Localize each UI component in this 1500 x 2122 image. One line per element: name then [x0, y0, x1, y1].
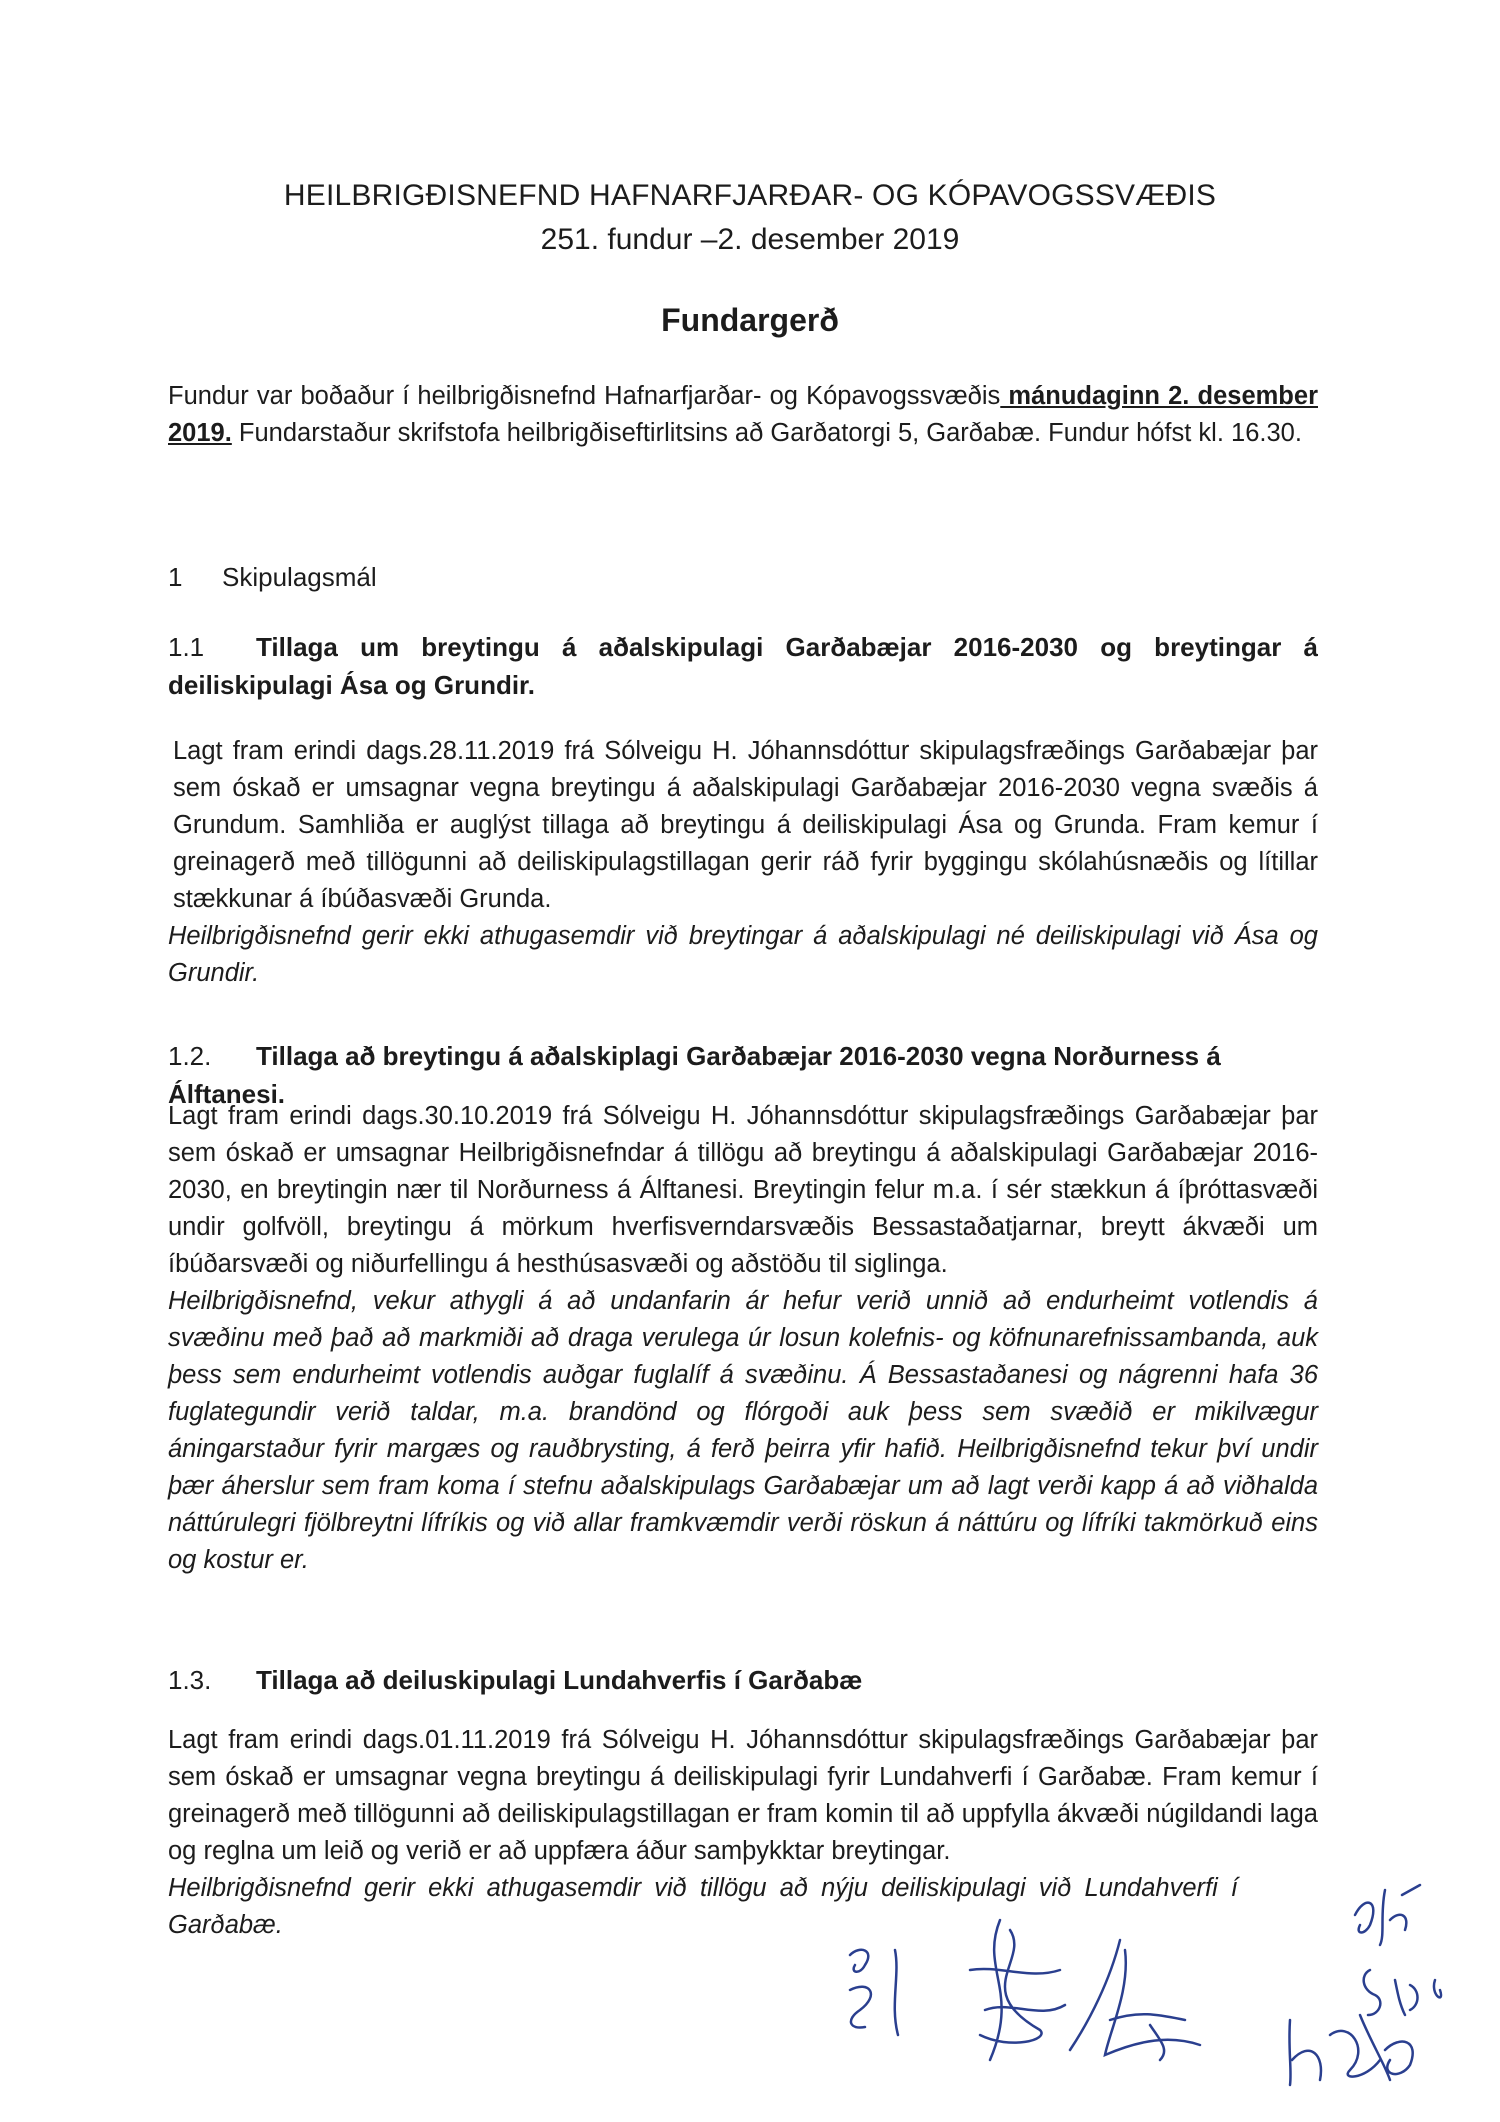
intro-meeting-date: mánudaginn 2. desember 2019.	[168, 382, 1318, 447]
signature-initials-right	[1270, 1960, 1470, 2090]
committee-title: HEILBRIGÐISNEFND HAFNARFJARÐAR- OG KÓPAVOGSSVÆÐIS	[283, 179, 1217, 212]
item-1-1-title-text: Tillaga um breytingu á aðalskipulagi Garðabæjar 2016-2030 og breytingar á deiliskipulagi Ása og Grundir.	[168, 632, 1318, 700]
item-1-3-number: 1.3.	[168, 1665, 212, 1695]
item-1-3-text: Lagt fram erindi dags.01.11.2019 frá Sólveigu H. Jóhannsdóttur skipulagsfræðings Garðabæjar þar sem óskað er umsagnar vegna breytingu á deiliskipulagi fyrir Lundahverfi í Garðabæ. Fram kemur í greinagerð með tillögunni að deiliskipulagstillagan er fram komin til að uppfylla ákvæði núgildandi laga og reglna um leið og verið er að uppfæra áður samþykktar breytingar.	[168, 1726, 1318, 1865]
intro-paragraph	[168, 378, 1318, 452]
item-1-3-body	[168, 1722, 1318, 1944]
item-1-2-body	[168, 1098, 1318, 1579]
item-1-3-title-text: Tillaga að deiluskipulagi Lundahverfis í Garðabæ	[256, 1665, 863, 1695]
signature-long	[1050, 1930, 1210, 2070]
document-header	[0, 176, 1500, 260]
item-1-2-text: Lagt fram erindi dags.30.10.2019 frá Sólveigu H. Jóhannsdóttur skipulagsfræðings Garðabæjar þar sem óskað er umsagnar Heilbrigðisnefndar á tillögu að breytingu á aðalskipulagi Garðabæjar 2016-2030, en breytingin nær til Norðurness á Álftanesi. Breytingin felur m.a. í sér stækkun á íþróttasvæði undir golfvöll, breytingu á mörkum hverfisverndarsvæðis Bessastaðatjarnar, breytt ákvæði um íbúðarsvæði og niðurfellingu á hesthúsasvæði og aðstöðu til siglinga.	[168, 1102, 1318, 1278]
section-number: 1	[168, 562, 183, 592]
meeting-number-date: 251. fundur –2. desember 2019	[540, 223, 960, 256]
signature-initials-right-top	[1340, 1880, 1430, 1950]
item-1-1-body	[168, 733, 1318, 992]
item-1-1-decision: Heilbrigðisnefnd gerir ekki athugasemdir við breytingar á aðalskipulagi né deiliskipulagi við Ása og Grundir.	[168, 922, 1318, 987]
section-title: Skipulagsmál	[222, 562, 377, 592]
intro-text-end: Fundarstaður skrifstofa heilbrigðiseftirlitsins að Garðatorgi 5, Garðabæ. Fundur hófst kl. 16.30.	[231, 419, 1302, 447]
document-type-heading: Fundargerð	[661, 302, 839, 338]
section-heading	[168, 562, 377, 593]
item-1-3-title	[168, 1661, 1318, 1699]
item-1-2-decision: Heilbrigðisnefnd, vekur athygli á að undanfarin ár hefur verið unnið að endurheimt votlendis á svæðinu með það að markmiði að draga verulega úr losun kolefnis- og köfnunarefnissambanda, auk þess sem endurheimt votlendis auðgar fuglalíf á svæðinu. Á Bessastaðanesi og nágrenni hafa 36 fuglategundir verið taldar, m.a. brandönd og flórgoði auk þess sem svæðið er mikilvægur áningarstaður fyrir margæs og rauðbrysting, á ferð þeirra yfir hafið. Heilbrigðisnefnd tekur því undir þær áherslur sem fram koma í stefnu aðalskipulags Garðabæjar um að lagt verði kapp á að viðhalda náttúrulegri fjölbreytni lífríkis og við allar framkvæmdir verði röskun á náttúru og lífríki takmörkuð eins og kostur er.	[168, 1287, 1318, 1574]
item-1-2-number: 1.2.	[168, 1041, 212, 1071]
item-1-1-title	[168, 628, 1318, 704]
signature-initials-left	[820, 1935, 940, 2045]
item-1-1-number: 1.1	[168, 632, 205, 662]
item-1-1-text: Lagt fram erindi dags.28.11.2019 frá Sólveigu H. Jóhannsdóttur skipulagsfræðings Garðabæjar þar sem óskað er umsagnar vegna breytingu á aðalskipulagi Garðabæjar 2016-2030 vegna svæðis á Grundum. Samhliða er auglýst tillaga að breytingu á deiliskipulagi Ása og Grunda. Fram kemur í greinagerð með tillögunni að deiliskipulagstillagan gerir ráð fyrir byggingu skólahúsnæðis og lítillar stækkunar á íbúðasvæði Grunda.	[173, 737, 1318, 913]
item-1-2-title-text: Tillaga að breytingu á aðalskiplagi Garðabæjar 2016-2030 vegna Norðurness á Álftanesi.	[168, 1041, 1221, 1109]
intro-text-start: Fundur var boðaður í heilbrigðisnefnd Hafnarfjarðar- og Kópavogssvæðis	[168, 382, 1001, 410]
item-1-3-decision: Heilbrigðisnefnd gerir ekki athugasemdir við tillögu að nýju deiliskipulagi við Lundahverfi í Garðabæ.	[168, 1874, 1238, 1939]
